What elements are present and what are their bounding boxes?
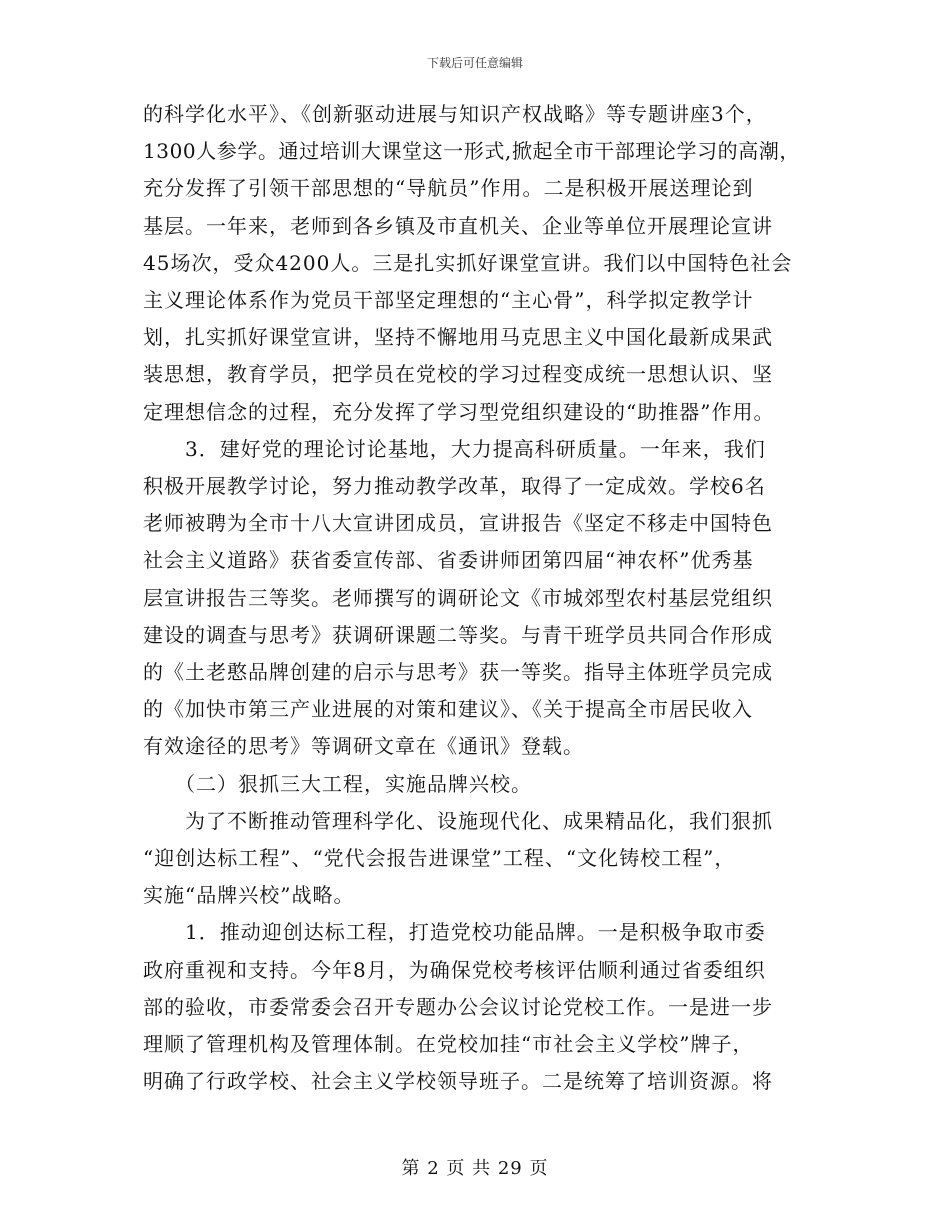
text-line: 基层。一年来，老师到各乡镇及市直机关、企业等单位开展理论宣讲	[143, 213, 773, 238]
text-line: 1300人参学。通过培训大课堂这一形式,掀起全市干部理论学习的高潮，	[143, 139, 800, 164]
text-line: 明确了行政学校、社会主义学校领导班子。二是统筹了培训资源。将	[143, 1069, 773, 1094]
text-line: 建设的调查与思考》获调研课题二等奖。与青干班学员共同合作形成	[143, 622, 773, 647]
text-line: 的《加快市第三产业进展的对策和建议》、《关于提高全市居民收入	[143, 697, 753, 722]
page-footer: 第 2 页 共 29 页	[401, 1158, 549, 1179]
text-line: 理顺了管理机构及管理体制。在党校加挂“市社会主义学校”牌子，	[143, 1032, 754, 1056]
text-line: 45场次，受众4200人。三是扎实抓好课堂宣讲。我们以中国特色社会	[143, 250, 793, 275]
text-line: 的《土老憨品牌创建的启示与思考》获一等奖。指导主体班学员完成	[143, 660, 773, 684]
text-line: 积极开展教学讨论，努力推动教学改革，取得了一定成效。学校6名	[143, 474, 766, 498]
text-line: 3．建好党的理论讨论基地，大力提高科研质量。一年来，我们	[143, 436, 766, 461]
text-line: 层宣讲报告三等奖。老师撰写的调研论文《市城郊型农村基层党组织	[143, 585, 773, 610]
text-line: 老师被聘为全市十八大宣讲团成员，宣讲报告《坚定不移走中国特色	[143, 511, 773, 536]
text-line: “迎创达标工程”、“党代会报告进课堂”工程、“文化铸校工程”，	[143, 846, 736, 870]
text-line: 部的验收，市委常委会召开专题办公会议讨论党校工作。一是进一步	[143, 994, 773, 1019]
text-line: 定理想信念的过程，充分发挥了学习型党组织建设的“助推器”作用。	[143, 399, 775, 424]
text-line: 实施“品牌兴校”战略。	[143, 883, 355, 908]
text-line: 为了不断推动管理科学化、设施现代化、成果精品化，我们狠抓	[143, 808, 773, 833]
page-header: 下载后可任意编辑	[426, 56, 523, 70]
text-line: 装思想，教育学员，把学员在党校的学习过程变成统一思想认识、坚	[143, 362, 773, 387]
text-line: 的科学化水平》、《创新驱动进展与知识产权战略》等专题讲座3个，	[143, 102, 767, 126]
text-line: （二）狠抓三大工程，实施品牌兴校。	[143, 771, 532, 796]
text-line: 充分发挥了引领干部思想的“导航员”作用。二是积极开展送理论到	[143, 176, 754, 201]
text-line: 主义理论体系作为党员干部坚定理想的“主心骨”，科学拟定教学计	[143, 288, 754, 312]
text-line: 有效途径的思考》等调研文章在《通讯》登载。	[143, 734, 584, 759]
text-line: 划，扎实抓好课堂宣讲，坚持不懈地用马克思主义中国化最新成果武	[143, 325, 773, 350]
text-line: 政府重视和支持。今年8月，为确保党校考核评估顺利通过省委组织	[143, 957, 766, 982]
text-line: 社会主义道路》获省委宣传部、省委讲师团第四届“神农杯”优秀基	[143, 548, 754, 573]
text-line: 1．推动迎创达标工程，打造党校功能品牌。一是积极争取市委	[143, 920, 766, 945]
